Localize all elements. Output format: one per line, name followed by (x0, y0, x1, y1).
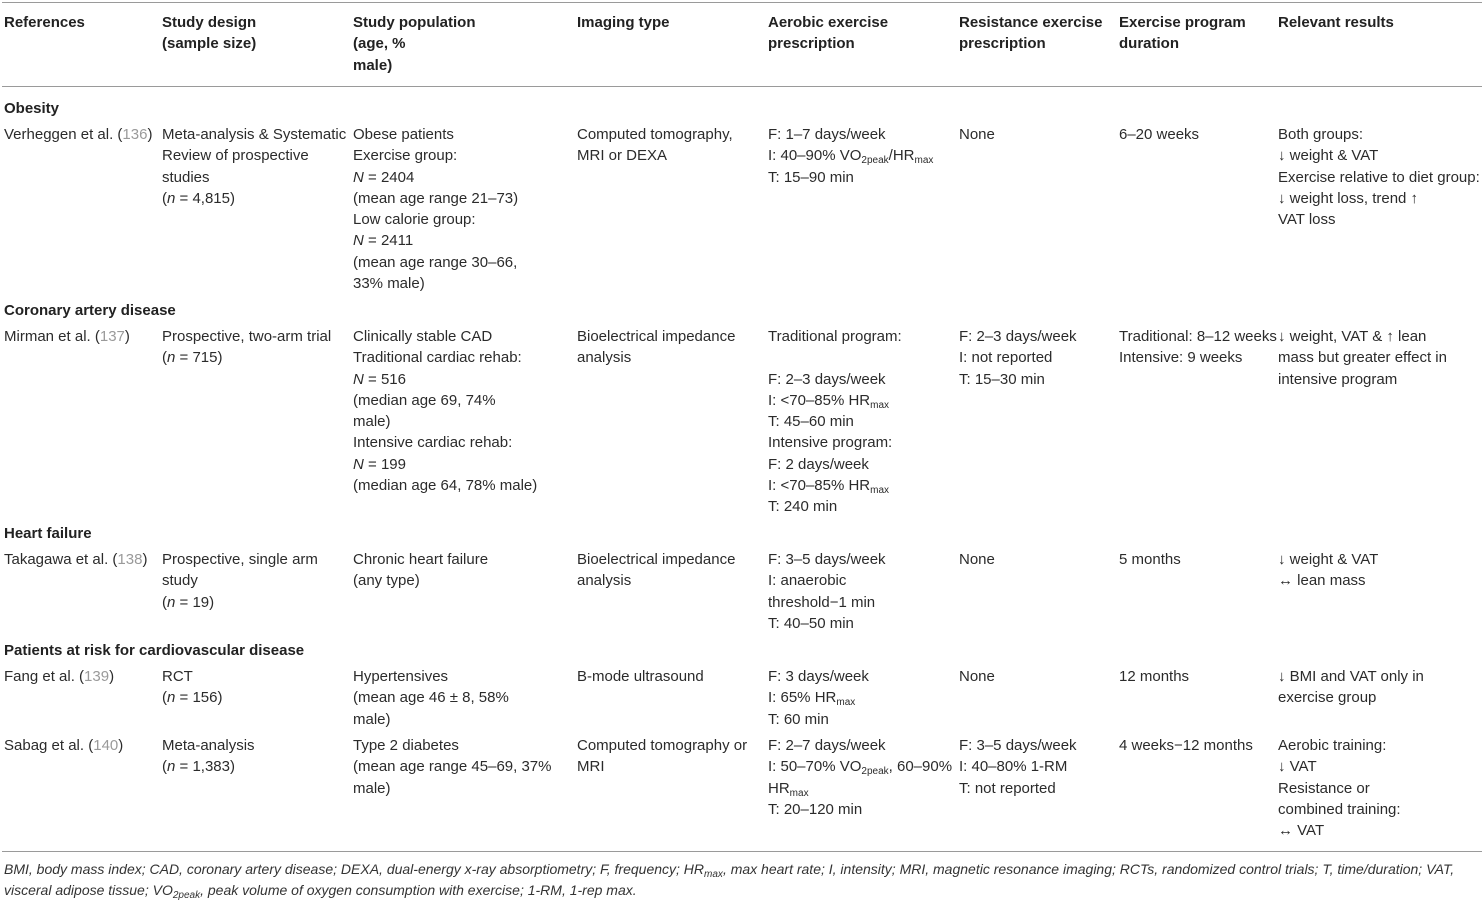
author: Sabag et al. ( (4, 737, 94, 754)
row-verheggen-duration: 6–20 weeks (1119, 126, 1200, 143)
aerobic-line (768, 390, 902, 411)
row-verheggen-design (162, 124, 346, 209)
population-line: (median age 69, 74% (353, 391, 496, 409)
result-line: ↓ VAT (1278, 758, 1317, 776)
text: I: <70–85% HR (768, 391, 871, 409)
aerobic-line: threshold−1 min (768, 593, 876, 611)
result-line: exercise group (1278, 689, 1377, 707)
top-rule (2, 2, 1482, 3)
row-fang-resistance: None (959, 668, 995, 685)
footnote-text: visceral adipose tissue; VO (4, 882, 173, 898)
result-line: combined training: (1278, 800, 1401, 818)
header-text: Study population (353, 14, 476, 31)
result-line: ↓ BMI and VAT only in (1278, 668, 1424, 685)
population-line (353, 167, 518, 188)
design-line: Prospective, single arm (162, 551, 318, 568)
row-takagawa-reference (4, 549, 147, 570)
text: I: 40–90% VO (768, 147, 862, 165)
n-value: = 2404 (363, 168, 415, 186)
aerobic-line: T: 15–90 min (768, 168, 854, 186)
imaging-line: Computed tomography, (577, 126, 733, 143)
n-value: = 2411 (363, 232, 414, 250)
row-fang-population (353, 666, 509, 730)
population-line: (any type) (353, 572, 420, 590)
row-fang-duration: 12 months (1119, 668, 1190, 685)
sample-size: (n = 156) (162, 689, 223, 707)
row-verheggen-reference (4, 124, 152, 145)
population-line: Type 2 diabetes (353, 737, 459, 754)
header-text: (age, % (353, 35, 406, 53)
sample-value: = 1,383) (175, 758, 235, 776)
aerobic-line: F: 2–3 days/week (768, 370, 886, 388)
header-text: References (4, 14, 85, 31)
row-sabag-reference (4, 735, 123, 756)
subscript: max (789, 787, 809, 799)
sample-size: (n = 19) (162, 593, 215, 611)
aerobic-line (768, 687, 869, 708)
duration-line: Intensive: 9 weeks (1119, 349, 1243, 367)
population-line: Obese patients (353, 126, 454, 143)
footnote-text: , max heart rate; I, intensity; MRI, magnetic resonance imaging; RCTs, randomized control trials; T, time/duration; VAT, (722, 861, 1455, 877)
header-text: Study design (162, 14, 257, 31)
sample-var: n (167, 349, 176, 367)
resistance-line: I: not reported (959, 349, 1053, 367)
aerobic-line: F: 2–7 days/week (768, 737, 886, 754)
population-line: Hypertensives (353, 668, 449, 685)
imaging-line: analysis (577, 572, 632, 590)
n-value: = 199 (363, 455, 406, 473)
header-results (1278, 12, 1394, 33)
row-fang-design (162, 666, 222, 709)
row-mirman-aerobic (768, 326, 902, 518)
result-line: intensive program (1278, 370, 1398, 388)
imaging-line: Computed tomography or (577, 737, 748, 754)
population-line: Chronic heart failure (353, 551, 489, 568)
row-takagawa-resistance: None (959, 551, 995, 568)
row-mirman-population (353, 326, 537, 496)
sample-value: = 156) (175, 689, 223, 707)
section-cad: Coronary artery disease (4, 302, 176, 319)
header-resistance (959, 12, 1102, 55)
sample-var: n (167, 689, 176, 707)
text: I: <70–85% HR (768, 477, 871, 495)
row-verheggen-imaging (577, 124, 733, 167)
header-text: duration (1119, 35, 1179, 53)
aerobic-line: F: 3 days/week (768, 668, 869, 685)
table-footnote (4, 859, 1476, 901)
author: Verheggen et al. ( (4, 126, 123, 143)
header-text: Relevant results (1278, 14, 1394, 31)
result-line: mass but greater effect in (1278, 349, 1447, 367)
row-sabag-results (1278, 735, 1401, 841)
header-text: prescription (768, 35, 855, 53)
header-population (353, 12, 475, 76)
section-cvd-risk: Patients at risk for cardiovascular disease (4, 642, 305, 659)
population-line: 33% male) (353, 275, 425, 293)
row-fang-results (1278, 666, 1424, 709)
duration-line: Traditional: 8–12 weeks (1119, 328, 1277, 345)
result-line: Resistance or (1278, 779, 1370, 797)
sample-size: (n = 715) (162, 349, 223, 367)
design-line: Review of prospective (162, 147, 309, 165)
row-fang-reference (4, 666, 114, 687)
population-line: (mean age range 45–69, 37% (353, 758, 552, 776)
text: I: 65% HR (768, 689, 837, 707)
population-line: male) (353, 413, 391, 431)
result-line: Exercise relative to diet group: (1278, 168, 1480, 186)
paren: ) (147, 126, 153, 143)
header-text: Aerobic exercise (768, 14, 889, 31)
design-line: studies (162, 168, 210, 186)
result-line: Aerobic training: (1278, 737, 1387, 754)
result-line: ↓ weight & VAT (1278, 147, 1379, 165)
row-sabag-aerobic (768, 735, 952, 820)
n-var: N (353, 232, 364, 250)
result-line: VAT loss (1278, 211, 1336, 229)
subscript: 2peak (861, 155, 889, 167)
row-takagawa-design (162, 549, 318, 613)
resistance-line: I: 40–80% 1-RM (959, 758, 1068, 776)
population-line (353, 454, 537, 475)
n-var: N (353, 168, 364, 186)
sample-value: = 19) (175, 593, 215, 611)
row-verheggen-population (353, 124, 518, 294)
design-line: Meta-analysis (162, 737, 255, 754)
aerobic-line: I: anaerobic (768, 572, 847, 590)
result-line: ↓ weight, VAT & ↑ lean (1278, 328, 1427, 345)
aerobic-line: Traditional program: (768, 328, 902, 345)
aerobic-line: T: 240 min (768, 498, 838, 516)
design-line: Prospective, two-arm trial (162, 328, 332, 345)
population-line: Traditional cardiac rehab: (353, 349, 522, 367)
resistance-line: T: 15–30 min (959, 370, 1045, 388)
author: Mirman et al. ( (4, 328, 100, 345)
design-line: RCT (162, 668, 193, 685)
row-mirman-imaging (577, 326, 735, 369)
section-obesity: Obesity (4, 100, 60, 117)
citation-link[interactable]: 140 (93, 737, 119, 754)
row-mirman-design (162, 326, 331, 369)
row-sabag-imaging (577, 735, 747, 778)
sample-size: (n = 1,383) (162, 758, 235, 776)
row-sabag-population (353, 735, 551, 799)
text: HR (768, 779, 790, 797)
row-takagawa-duration: 5 months (1119, 551, 1181, 568)
aerobic-line: F: 2 days/week (768, 455, 869, 473)
row-takagawa-imaging (577, 549, 735, 592)
row-mirman-reference (4, 326, 130, 347)
imaging-line: Bioelectrical impedance (577, 328, 736, 345)
sample-var: n (167, 189, 176, 207)
row-verheggen-aerobic (768, 124, 933, 188)
population-line: Clinically stable CAD (353, 328, 493, 345)
header-text: Exercise program (1119, 14, 1246, 31)
header-text: Resistance exercise (959, 14, 1103, 31)
author: Fang et al. ( (4, 668, 85, 685)
design-line: Meta-analysis & Systematic (162, 126, 347, 143)
population-line (353, 369, 537, 390)
population-line: male) (353, 710, 391, 728)
population-line: Exercise group: (353, 147, 458, 165)
sample-var: n (167, 593, 176, 611)
header-text: Imaging type (577, 14, 670, 31)
design-line: study (162, 572, 198, 590)
aerobic-line: F: 1–7 days/week (768, 126, 886, 143)
row-mirman-results (1278, 326, 1447, 390)
text: I: 50–70% VO (768, 758, 862, 776)
header-rule (2, 86, 1482, 87)
population-line (353, 230, 518, 251)
sample-value: = 715) (175, 349, 223, 367)
paren: ) (118, 737, 124, 754)
result-line: ↔ VAT (1278, 822, 1325, 840)
population-line: male) (353, 779, 391, 797)
row-takagawa-results (1278, 549, 1378, 592)
result-line: ↓ weight & VAT (1278, 551, 1379, 568)
row-sabag-design (162, 735, 255, 778)
imaging-line: Bioelectrical impedance (577, 551, 736, 568)
row-verheggen-results (1278, 124, 1480, 230)
bottom-rule (2, 851, 1482, 852)
subscript: 2peak (861, 766, 889, 778)
header-text: (sample size) (162, 35, 257, 53)
header-references (4, 12, 85, 33)
imaging-line: analysis (577, 349, 632, 367)
aerobic-line (768, 145, 933, 166)
resistance-line: F: 3–5 days/week (959, 737, 1077, 754)
subscript: max (870, 485, 890, 497)
subscript: max (870, 399, 890, 411)
population-line: Intensive cardiac rehab: (353, 434, 513, 452)
n-value: = 516 (363, 370, 406, 388)
row-sabag-resistance (959, 735, 1077, 799)
sample-value: = 4,815) (175, 189, 235, 207)
header-text: male) (353, 56, 393, 74)
row-fang-imaging: B-mode ultrasound (577, 668, 704, 685)
population-line: (median age 64, 78% male) (353, 477, 538, 495)
text: , 60–90% (888, 758, 953, 776)
text: /HR (888, 147, 915, 165)
header-text: prescription (959, 35, 1046, 53)
header-imaging (577, 12, 670, 33)
aerobic-line: Intensive program: (768, 434, 893, 452)
row-mirman-duration (1119, 326, 1277, 369)
resistance-line: T: not reported (959, 779, 1056, 797)
row-takagawa-aerobic (768, 549, 886, 634)
population-line: (mean age range 30–66, (353, 253, 518, 271)
aerobic-line (768, 756, 952, 777)
result-line: Both groups: (1278, 126, 1364, 143)
aerobic-line: T: 60 min (768, 710, 829, 728)
paren: ) (109, 668, 115, 685)
header-duration (1119, 12, 1246, 55)
paren: ) (124, 328, 130, 345)
population-line: Low calorie group: (353, 211, 476, 229)
citation-link[interactable]: 139 (84, 668, 110, 685)
aerobic-line: T: 40–50 min (768, 614, 854, 632)
sample-size: (n = 4,815) (162, 189, 235, 207)
citation-link[interactable]: 137 (99, 328, 125, 345)
aerobic-line: F: 3–5 days/week (768, 551, 886, 568)
row-takagawa-population (353, 549, 488, 592)
header-aerobic (768, 12, 888, 55)
population-line: (mean age 46 ± 8, 58% (353, 689, 509, 707)
aerobic-line: T: 45–60 min (768, 413, 854, 431)
row-mirman-resistance (959, 326, 1077, 390)
imaging-line: MRI (577, 758, 605, 776)
result-line: ↓ weight loss, trend ↑ (1278, 189, 1419, 207)
row-fang-aerobic (768, 666, 869, 730)
row-sabag-duration: 4 weeks−12 months (1119, 737, 1253, 754)
row-verheggen-resistance: None (959, 126, 995, 143)
citation-link[interactable]: 138 (117, 551, 143, 568)
aerobic-spacer (768, 347, 902, 368)
footnote-text: BMI, body mass index; CAD, coronary artery disease; DEXA, dual-energy x-ray absorptiometry; F, frequency; HR (4, 861, 705, 877)
aerobic-line (768, 475, 902, 496)
citation-link[interactable]: 136 (122, 126, 148, 143)
result-line: ↔ lean mass (1278, 572, 1366, 590)
author: Takagawa et al. ( (4, 551, 118, 568)
footnote-text: , peak volume of oxygen consumption with exercise; 1-RM, 1-rep max. (200, 882, 637, 898)
aerobic-line: T: 20–120 min (768, 800, 863, 818)
sample-var: n (167, 758, 176, 776)
imaging-line: MRI or DEXA (577, 147, 668, 165)
n-var: N (353, 370, 364, 388)
aerobic-line (768, 778, 952, 799)
population-line: (mean age range 21–73) (353, 189, 519, 207)
subscript: max (704, 869, 723, 880)
n-var: N (353, 455, 364, 473)
paren: ) (142, 551, 148, 568)
resistance-line: F: 2–3 days/week (959, 328, 1077, 345)
header-design (162, 12, 256, 55)
subscript: max (836, 697, 856, 709)
subscript: 2peak (172, 890, 201, 901)
section-heart-failure: Heart failure (4, 525, 92, 542)
subscript: max (914, 155, 934, 167)
